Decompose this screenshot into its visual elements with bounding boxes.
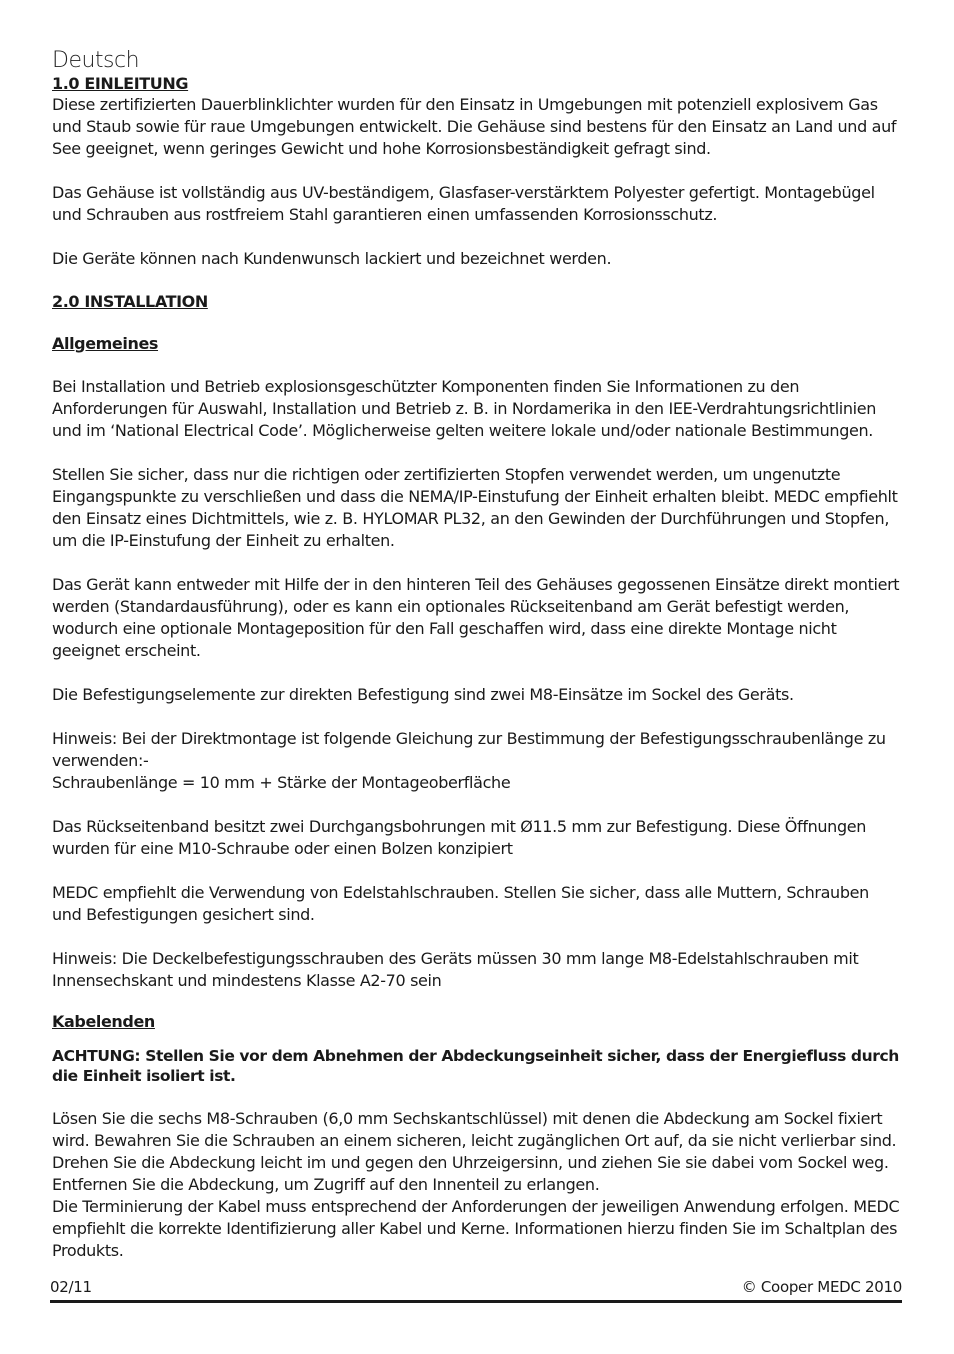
installation-note-1: Hinweis: Bei der Direktmontage ist folgende Gleichung zur Bestimmung der Befestigungsschraubenlänge zu verwenden:- <box>52 729 886 770</box>
installation-paragraph-1: Bei Installation und Betrieb explosionsgeschützter Komponenten finden Sie Informationen zu den Anforderungen für Auswahl, Installation und Betrieb z. B. in Nordamerika in den IEE-Verdrahtungsrichtlinien und im ‘National Electrical Code’. Möglicherweise gelten weitere lokale und/oder nationale Bestimmungen. <box>52 377 877 440</box>
installation-note-2: Hinweis: Die Deckelbefestigungsschrauben des Geräts müssen 30 mm lange M8-Edelstahlschrauben mit Innensechskant und mindestens Klasse A2-70 sein <box>52 949 859 990</box>
installation-paragraph-2: Stellen Sie sicher, dass nur die richtigen oder zertifizierten Stopfen verwendet werden, um ungenutzte Eingangspunkte zu verschließen und dass die NEMA/IP-Einstufung der Einheit erhalten bleibt. MEDC empfiehlt den Einsatz eines Dichtmittels, wie z. B. HYLOMAR PL32, an den Gewinden der Durchführungen und Stopfen, um die IP-Einstufung der Einheit zu erhalten. <box>52 465 898 550</box>
installation-paragraph-3: Das Gerät kann entweder mit Hilfe der in den hinteren Teil des Gehäuses gegossenen Einsätze direkt montiert werden (Standardausführung), oder es kann ein optionales Rückseitenband am Gerät befestigt werden, wodurch eine optionale Montageposition für den Fall geschaffen wird, dass eine direkte Montage nicht geeignet erscheint. <box>52 575 900 660</box>
intro-paragraph-1: Diese zertifizierten Dauerblinklichter wurden für den Einsatz in Umgebungen mit potenziell explosivem Gas und Staub sowie für raue Umgebungen entwickelt. Die Gehäuse sind bestens für den Einsatz an Land und auf See geeignet, wenn geringes Gewicht und hohe Korrosionsbeständigkeit gefragt sind. <box>52 95 897 158</box>
cable-paragraph-1: Lösen Sie die sechs M8-Schrauben (6,0 mm Sechskantschlüssel) mit denen die Abdeckung am Sockel fixiert wird. Bewahren Sie die Schrauben an einem sicheren, leicht zugänglichen Ort auf, da sie nicht verlierbar sind. Drehen Sie die Abdeckung leicht im und gegen den Uhrzeigersinn, und ziehen Sie sie dabei vom Sockel weg. Entfernen Sie die Abdeckung, um Zugriff auf den Innenteil zu erlangen. <box>52 1109 897 1194</box>
language-label: Deutsch <box>52 48 140 73</box>
section-2-heading: 2.0 INSTALLATION <box>52 292 208 311</box>
subheading-kabelenden: Kabelenden <box>52 1012 155 1031</box>
document-page <box>52 48 902 1262</box>
intro-paragraph-3: Die Geräte können nach Kundenwunsch lackiert und bezeichnet werden. <box>52 249 612 268</box>
section-1-heading: 1.0 EINLEITUNG <box>52 74 189 93</box>
footer-copyright: © Cooper MEDC 2010 <box>741 1278 902 1296</box>
footer-rule <box>50 1300 902 1303</box>
screw-length-formula: Schraubenlänge = 10 mm + Stärke der Montageoberfläche <box>52 773 511 792</box>
warning-text: ACHTUNG: Stellen Sie vor dem Abnehmen der Abdeckungseinheit sicher, dass der Energiefluss durch die Einheit isoliert ist. <box>52 1047 899 1085</box>
page-footer <box>50 1278 902 1300</box>
intro-paragraph-2: Das Gehäuse ist vollständig aus UV-beständigem, Glasfaser-verstärktem Polyester gefertigt. Montagebügel und Schrauben aus rostfreiem Stahl garantieren einen umfassenden Korrosionsschutz. <box>52 183 875 224</box>
installation-paragraph-4: Die Befestigungselemente zur direkten Befestigung sind zwei M8-Einsätze im Sockel des Geräts. <box>52 685 794 704</box>
installation-paragraph-7: MEDC empfiehlt die Verwendung von Edelstahlschrauben. Stellen Sie sicher, dass alle Muttern, Schrauben und Befestigungen gesichert sind. <box>52 883 869 924</box>
footer-date: 02/11 <box>50 1278 92 1296</box>
cable-paragraph-2: Die Terminierung der Kabel muss entsprechend der Anforderungen der jeweiligen Anwendung erfolgen. MEDC empfiehlt die korrekte Identifizierung aller Kabel und Kerne. Informationen hierzu finden Sie im Schaltplan des Produkts. <box>52 1197 900 1260</box>
subheading-allgemeines: Allgemeines <box>52 334 159 353</box>
installation-paragraph-6: Das Rückseitenband besitzt zwei Durchgangsbohrungen mit Ø11.5 mm zur Befestigung. Diese Öffnungen wurden für eine M10-Schraube oder einen Bolzen konzipiert <box>52 817 867 858</box>
